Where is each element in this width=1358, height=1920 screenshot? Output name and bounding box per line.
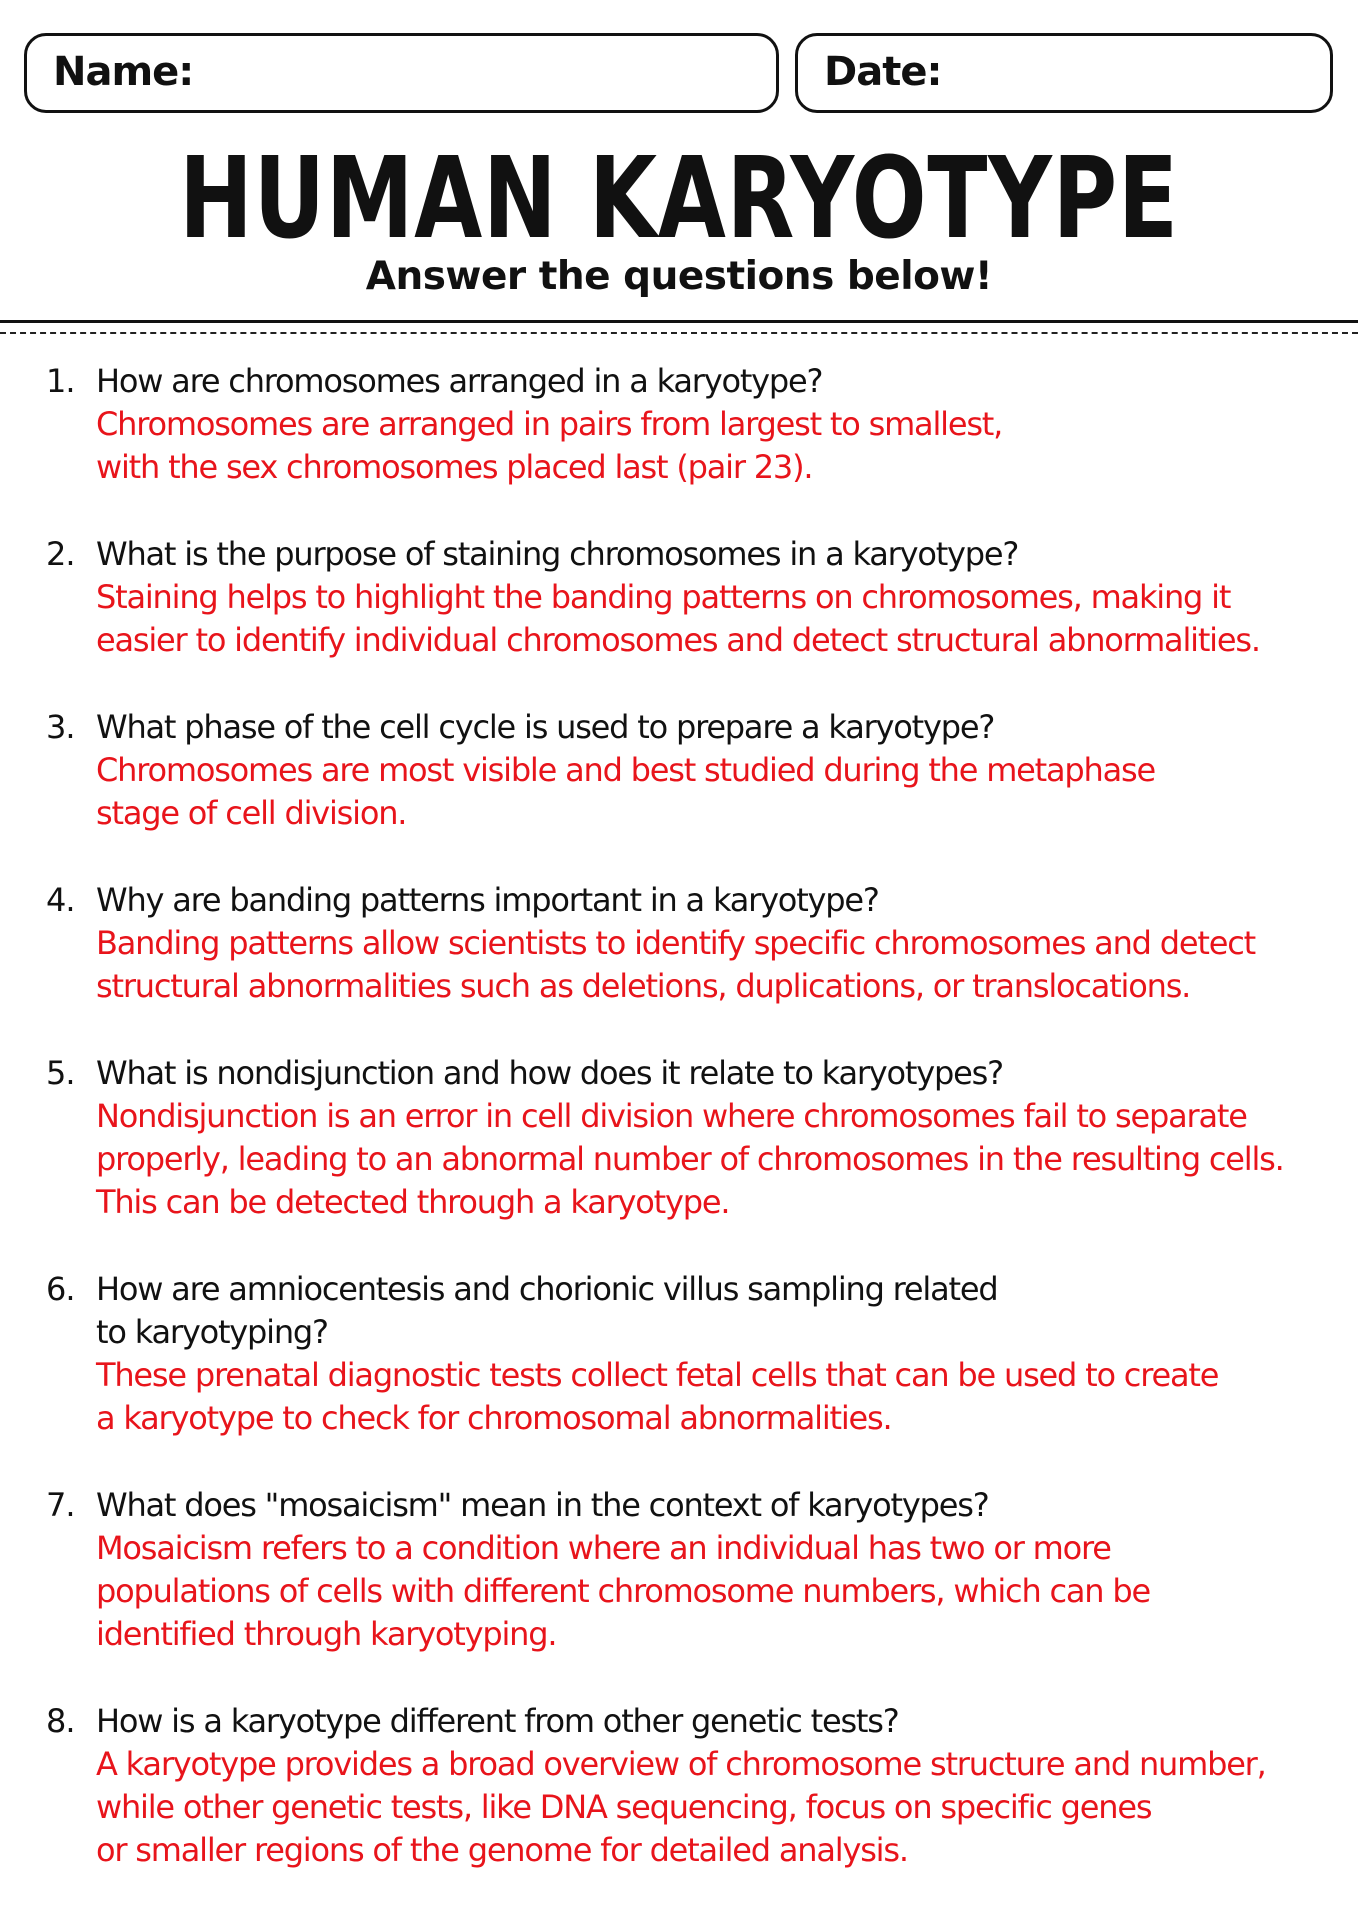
name-label: Name: (53, 49, 194, 95)
question-text: What is nondisjunction and how does it relate to karyotypes? (96, 1054, 1003, 1092)
question-item (46, 1700, 1336, 1872)
answer-text: properly, leading to an abnormal number of chromosomes in the resulting cells. (96, 1140, 1284, 1178)
header-divider (0, 320, 1358, 323)
question-number: 6. (46, 1270, 75, 1308)
question-number: 7. (46, 1486, 75, 1524)
question-number: 8. (46, 1702, 75, 1740)
date-field[interactable] (795, 33, 1333, 113)
question-text: How is a karyotype different from other genetic tests? (96, 1702, 899, 1740)
answer-text: A karyotype provides a broad overview of chromosome structure and number, (96, 1745, 1266, 1783)
question-number: 2. (46, 535, 75, 573)
answer-text: Banding patterns allow scientists to identify specific chromosomes and detect (96, 924, 1255, 962)
answer-text: Chromosomes are most visible and best studied during the metaphase (96, 751, 1155, 789)
answer-text: This can be detected through a karyotype. (96, 1183, 730, 1221)
answer-text: with the sex chromosomes placed last (pair 23). (96, 448, 813, 486)
question-number: 4. (46, 881, 75, 919)
question-text: What does "mosaicism" mean in the context of karyotypes? (96, 1486, 989, 1524)
question-text: How are chromosomes arranged in a karyotype? (96, 362, 823, 400)
answer-text: Chromosomes are arranged in pairs from largest to smallest, (96, 405, 1003, 443)
answer-text: These prenatal diagnostic tests collect fetal cells that can be used to create (96, 1356, 1219, 1394)
question-item (46, 360, 1336, 489)
answer-text: while other genetic tests, like DNA sequencing, focus on specific genes (96, 1788, 1152, 1826)
question-text: What phase of the cell cycle is used to prepare a karyotype? (96, 708, 995, 746)
answer-text: Nondisjunction is an error in cell division where chromosomes fail to separate (96, 1097, 1247, 1135)
question-number: 1. (46, 362, 75, 400)
answer-text: Staining helps to highlight the banding patterns on chromosomes, making it (96, 578, 1231, 616)
answer-text: populations of cells with different chromosome numbers, which can be (96, 1572, 1150, 1610)
page-title: HUMAN KARYOTYPE (179, 132, 1179, 264)
question-item (46, 1052, 1336, 1224)
answer-text: identified through karyotyping. (96, 1615, 557, 1653)
answer-text: or smaller regions of the genome for detailed analysis. (96, 1831, 908, 1869)
answer-text: stage of cell division. (96, 794, 407, 832)
dashed-divider (0, 332, 1358, 334)
question-text: How are amniocentesis and chorionic villus sampling related (96, 1270, 998, 1308)
answer-text: structural abnormalities such as deletions, duplications, or translocations. (96, 967, 1191, 1005)
question-item (46, 879, 1336, 1008)
question-list (46, 360, 1336, 1872)
question-item (46, 1484, 1336, 1656)
question-text: to karyotyping? (96, 1313, 328, 1351)
question-item (46, 533, 1336, 662)
question-text: What is the purpose of staining chromosomes in a karyotype? (96, 535, 1019, 573)
answer-text: a karyotype to check for chromosomal abnormalities. (96, 1399, 892, 1437)
question-number: 3. (46, 708, 75, 746)
answer-text: Mosaicism refers to a condition where an individual has two or more (96, 1529, 1111, 1567)
date-label: Date: (824, 49, 942, 95)
name-field[interactable] (24, 33, 779, 113)
question-number: 5. (46, 1054, 75, 1092)
question-text: Why are banding patterns important in a karyotype? (96, 881, 879, 919)
question-item (46, 1268, 1336, 1440)
page-subtitle: Answer the questions below! (365, 254, 993, 299)
answer-text: easier to identify individual chromosomes and detect structural abnormalities. (96, 621, 1260, 659)
question-item (46, 706, 1336, 835)
